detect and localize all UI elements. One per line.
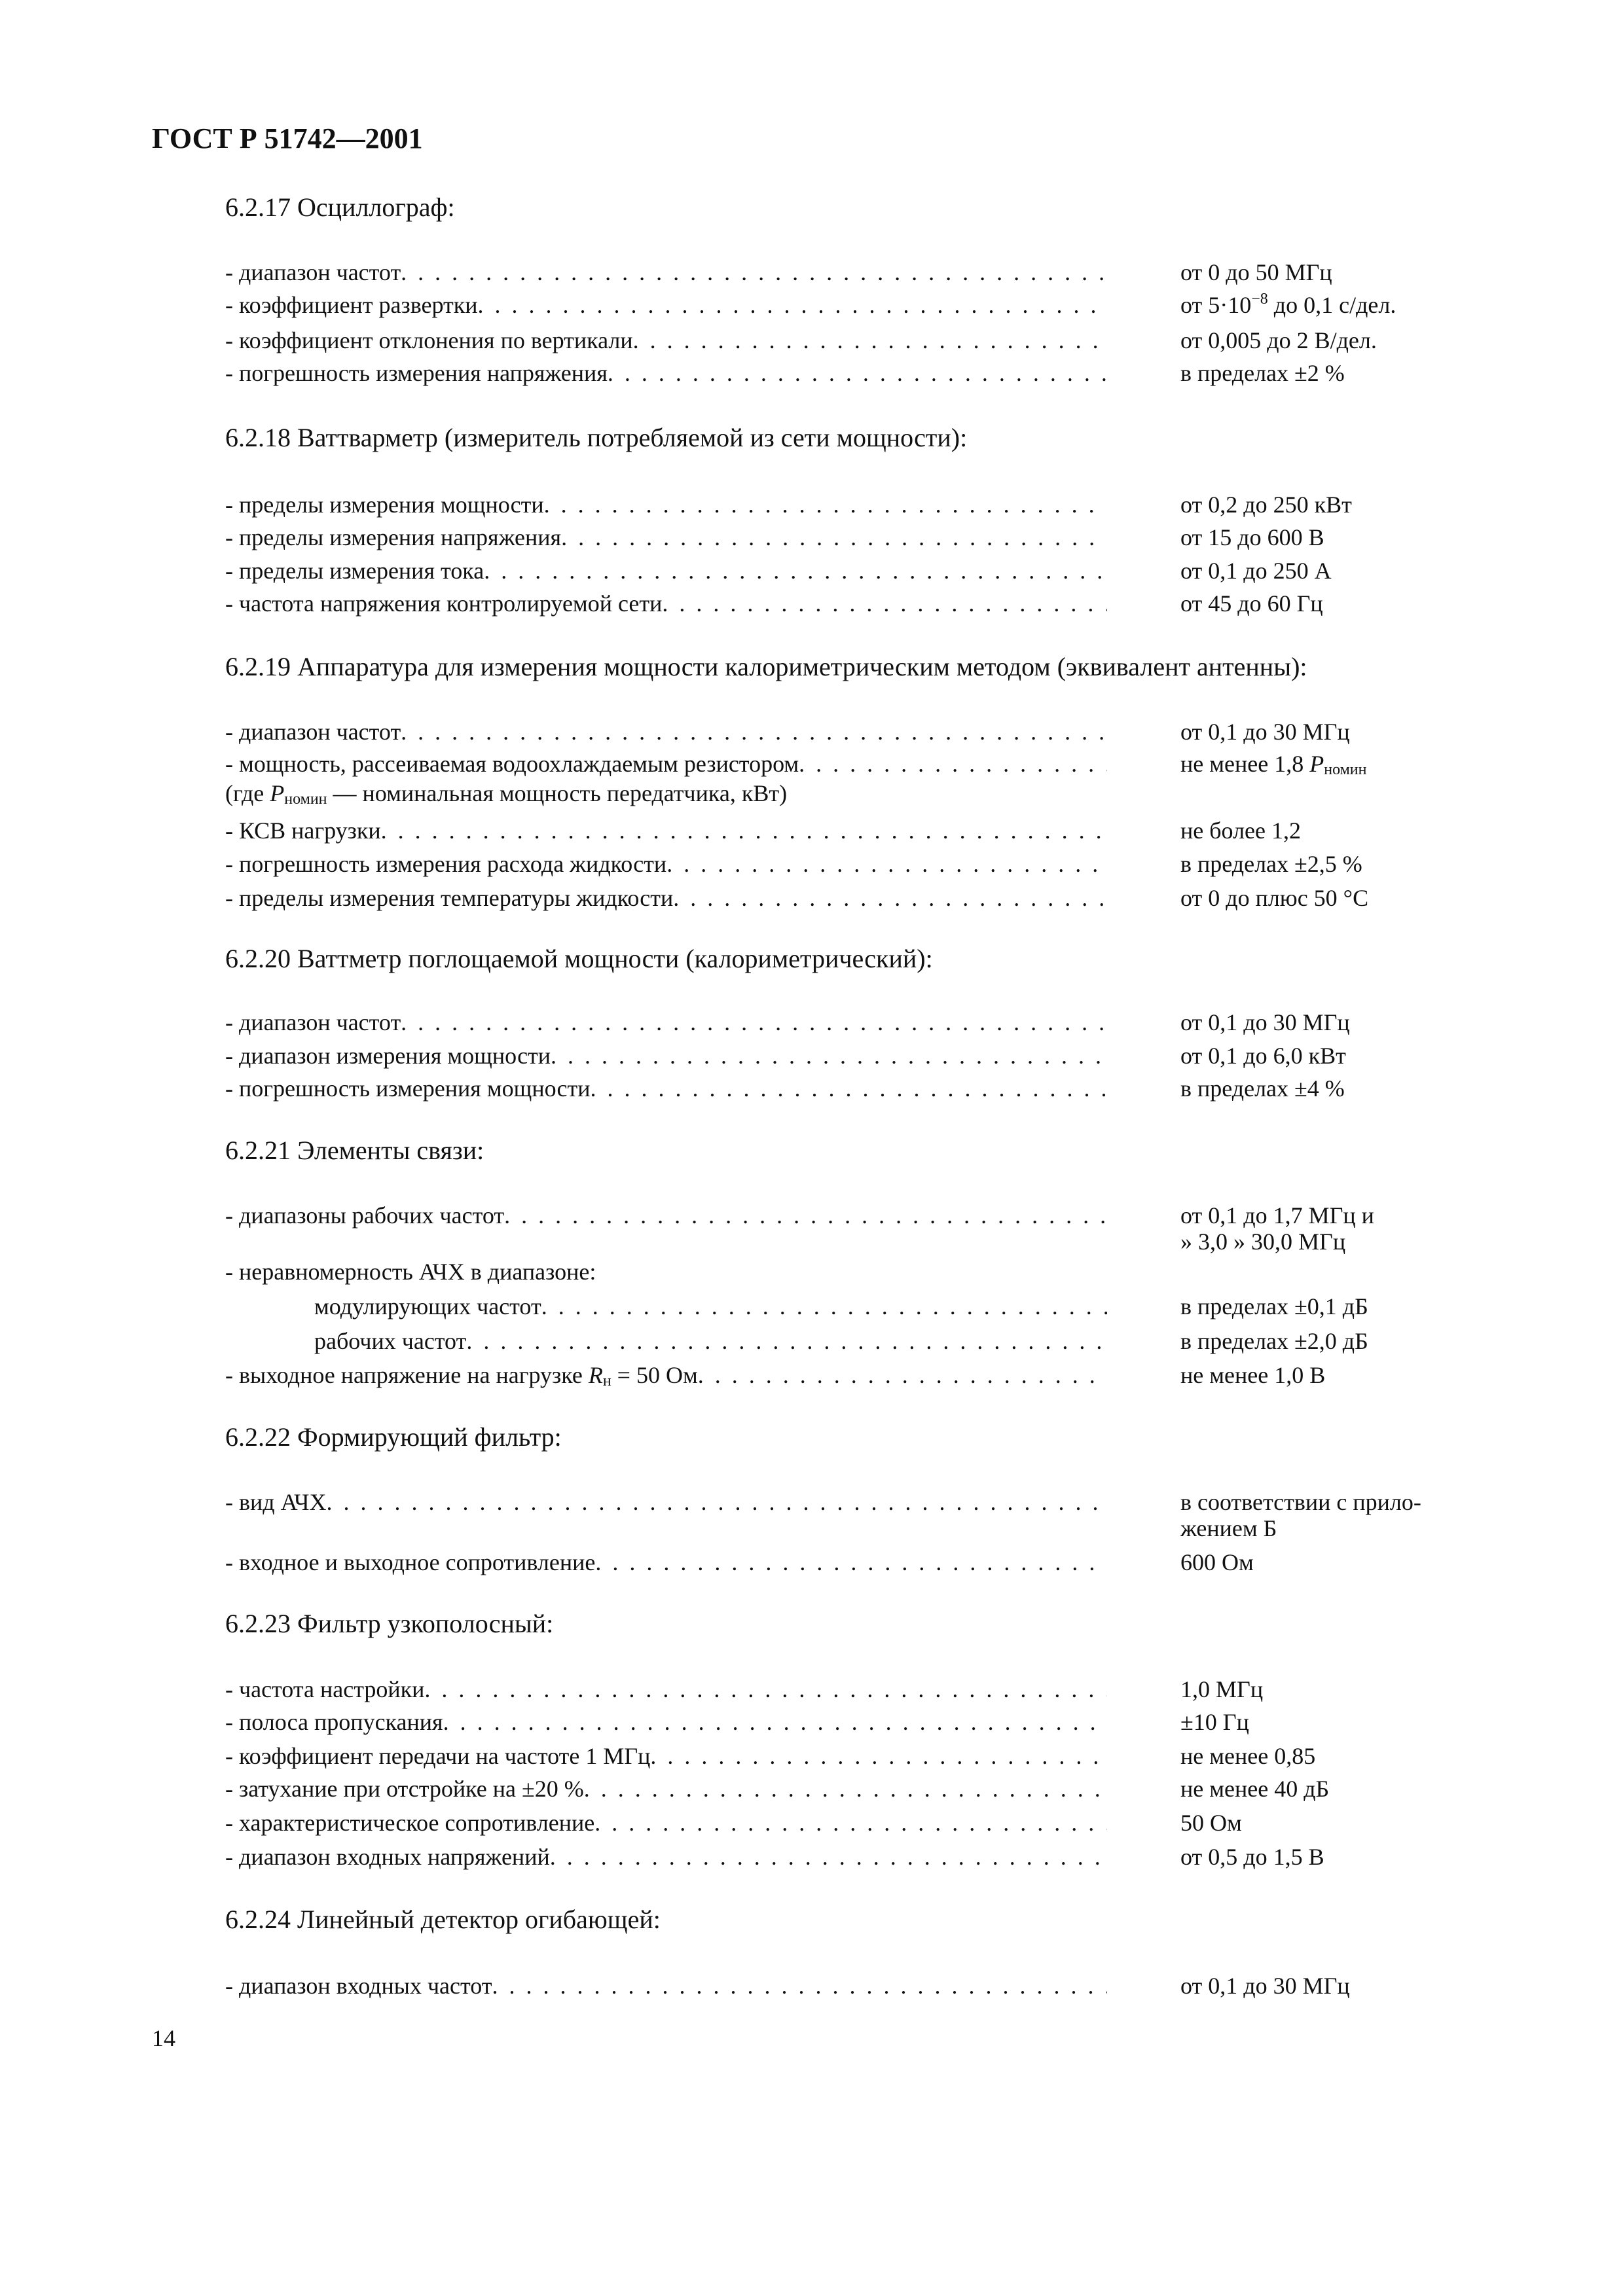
leader-dots [401,715,1107,749]
spec-row [225,488,1493,522]
leader-dots [541,1289,1107,1323]
spec-value: 1,0 МГц [1180,1676,1264,1702]
spec-value: от 0,005 до 2 В/дел. [1180,327,1377,353]
leader-dots [550,1840,1107,1874]
spec-label: - диапазоны рабочих частот [225,1202,505,1229]
spec-value: от $5\cdot 10^{-8}$ до 0,1 с/дел. [1180,291,1396,318]
spec-label: - диапазон частот [225,259,401,285]
spec-label: - пределы измерения температуры жидкости [225,885,674,911]
section-title-6-2-19: 6.2.19 Аппаратура для измерения мощности калориметрическим методом (эквивалент антенны): [225,652,1307,681]
spec-value: в пределах ±2,5 % [1180,851,1362,877]
spec-row [225,847,1493,881]
leader-dots [401,1005,1107,1039]
spec-label: - частота настройки [225,1676,425,1702]
spec-label: - диапазон частот [225,1009,401,1035]
spec-label: - диапазон измерения мощности [225,1043,551,1069]
spec-row [225,1485,1493,1541]
spec-value-continued: жением Б [1180,1515,1277,1541]
spec-row [225,1324,1493,1358]
spec-label: - погрешность измерения напряжения [225,360,608,386]
leader-dots [504,1198,1107,1232]
leader-dots [327,1485,1108,1519]
spec-row [225,1705,1493,1739]
spec-label: - пределы измерения мощности [225,492,544,518]
spec-label: - коэффициент развертки [225,292,478,318]
section-title-6-2-21: 6.2.21 Элементы связи: [225,1136,484,1165]
spec-label: - погрешность измерения расхода жидкости [225,851,667,877]
leader-dots [424,1672,1107,1706]
leader-dots [666,847,1107,881]
spec-value: от 0,5 до 1,5 В [1180,1844,1324,1870]
spec-row [225,1289,1493,1323]
section-title-6-2-18: 6.2.18 Ваттварметр (измеритель потребляемой из сети мощности): [225,423,968,452]
spec-row [225,1806,1493,1840]
spec-value: от 0,2 до 250 кВт [1180,492,1352,518]
leader-dots [650,1739,1107,1773]
spec-value: от 0 до плюс 50 °С [1180,885,1369,911]
leader-dots [673,881,1107,915]
leader-dots [590,1071,1107,1105]
spec-row [225,1039,1493,1073]
spec-label: рабочих частот [314,1328,467,1354]
spec-label: - КСВ нагрузки [225,817,381,844]
spec-row [225,747,1493,781]
spec-row [225,323,1493,357]
leader-dots [561,520,1107,554]
spec-label: модулирующих частот [314,1293,541,1319]
spec-row [225,1071,1493,1105]
spec-row [225,1772,1493,1806]
leader-dots [443,1705,1107,1739]
spec-label: - пределы измерения напряжения [225,524,562,550]
section-title-6-2-20: 6.2.20 Ваттметр поглощаемой мощности (калориметрический): [225,944,933,973]
spec-label: - выходное напряжение на нагрузке $R_н = 50$ Ом [225,1362,698,1390]
spec-value: в соответствии с прило- [1180,1489,1421,1515]
spec-row [225,1255,1493,1289]
spec-value: в пределах ±2,0 дБ [1180,1328,1368,1354]
leader-dots [544,488,1107,522]
spec-value: от 15 до 600 В [1180,524,1324,550]
spec-value: 50 Ом [1180,1810,1242,1836]
spec-value: ±10 Гц [1180,1709,1249,1735]
spec-row [225,554,1493,588]
spec-value: в пределах ±0,1 дБ [1180,1293,1368,1319]
spec-row [225,356,1493,390]
spec-row [225,1672,1493,1706]
spec-value: не менее 1,0 В [1180,1362,1326,1388]
spec-row [225,715,1493,749]
spec-value: 600 Ом [1180,1549,1254,1575]
spec-value: от 0 до 50 МГц [1180,259,1332,285]
leader-dots [466,1324,1107,1358]
leader-dots [662,586,1107,620]
spec-value: от 0,1 до 250 А [1180,558,1332,584]
leader-dots [584,1772,1107,1806]
spec-row [225,520,1493,554]
spec-label: - пределы измерения тока [225,558,484,584]
spec-value: не менее 40 дБ [1180,1776,1330,1802]
spec-row [225,1969,1493,2003]
spec-label: - диапазон входных частот [225,1973,492,1999]
leader-dots [633,323,1107,357]
spec-row [225,255,1493,289]
section-title-6-2-22: 6.2.22 Формирующий фильтр: [225,1422,562,1452]
spec-value: в пределах ±2 % [1180,360,1345,386]
spec-row [225,288,1493,322]
spec-row [225,1005,1493,1039]
spec-row [225,1739,1493,1773]
spec-label: - затухание при отстройке на ±20 % [225,1776,584,1802]
spec-label: - вид АЧХ [225,1489,327,1515]
spec-value: от 45 до 60 Гц [1180,590,1323,617]
leader-dots [381,814,1107,848]
spec-row [225,1358,1493,1392]
spec-value: от 0,1 до 30 МГц [1180,1009,1350,1035]
leader-dots [484,554,1107,588]
spec-label: - неравномерность АЧХ в диапазоне: [225,1259,596,1285]
spec-row [225,1198,1493,1255]
page-number: 14 [152,2025,175,2051]
spec-value: в пределах ±4 % [1180,1075,1345,1102]
leader-dots [594,1806,1107,1840]
spec-label: - мощность, рассеиваемая водоохлаждаемым резистором [225,751,799,777]
leader-dots [492,1969,1107,2003]
spec-row [225,1840,1493,1874]
document-header: ГОСТ Р 51742—2001 [152,122,423,154]
spec-value: от 0,1 до 30 МГц [1180,1973,1350,1999]
spec-row [225,814,1493,848]
spec-value: от 0,1 до 6,0 кВт [1180,1043,1346,1069]
leader-dots [595,1545,1107,1579]
spec-row [225,586,1493,620]
spec-label: - полоса пропускания [225,1709,443,1735]
spec-label: - диапазон входных напряжений [225,1844,550,1870]
spec-value: не менее 0,85 [1180,1743,1316,1769]
spec-label: - коэффициент передачи на частоте 1 МГц [225,1743,651,1769]
spec-value: не менее 1,8 $P_{номин}$ [1180,751,1367,778]
spec-label: - входное и выходное сопротивление [225,1549,596,1575]
spec-label: - диапазон частот [225,719,401,745]
spec-value-continued: » 3,0 » 30,0 МГц [1180,1229,1346,1255]
leader-dots [698,1358,1107,1392]
section-title-6-2-17: 6.2.17 Осциллограф: [225,192,455,222]
leader-dots [799,747,1107,781]
spec-value: от 0,1 до 1,7 МГц и [1180,1202,1374,1229]
spec-row [225,881,1493,915]
spec-label: - коэффициент отклонения по вертикали [225,327,633,353]
spec-row [225,1545,1493,1579]
spec-label: - частота напряжения контролируемой сети [225,590,663,617]
spec-label: - характеристическое сопротивление [225,1810,595,1836]
leader-dots [478,288,1107,322]
leader-dots [401,255,1107,289]
section-title-6-2-24: 6.2.24 Линейный детектор огибающей: [225,1905,661,1934]
leader-dots [551,1039,1107,1073]
spec-value: не более 1,2 [1180,817,1302,844]
power-note: (где $P_{номин}$ — номинальная мощность передатчика, кВт) [225,780,788,808]
section-title-6-2-23: 6.2.23 Фильтр узкополосный: [225,1609,554,1638]
spec-label: - погрешность измерения мощности [225,1075,591,1102]
leader-dots [608,356,1107,390]
spec-value: от 0,1 до 30 МГц [1180,719,1350,745]
